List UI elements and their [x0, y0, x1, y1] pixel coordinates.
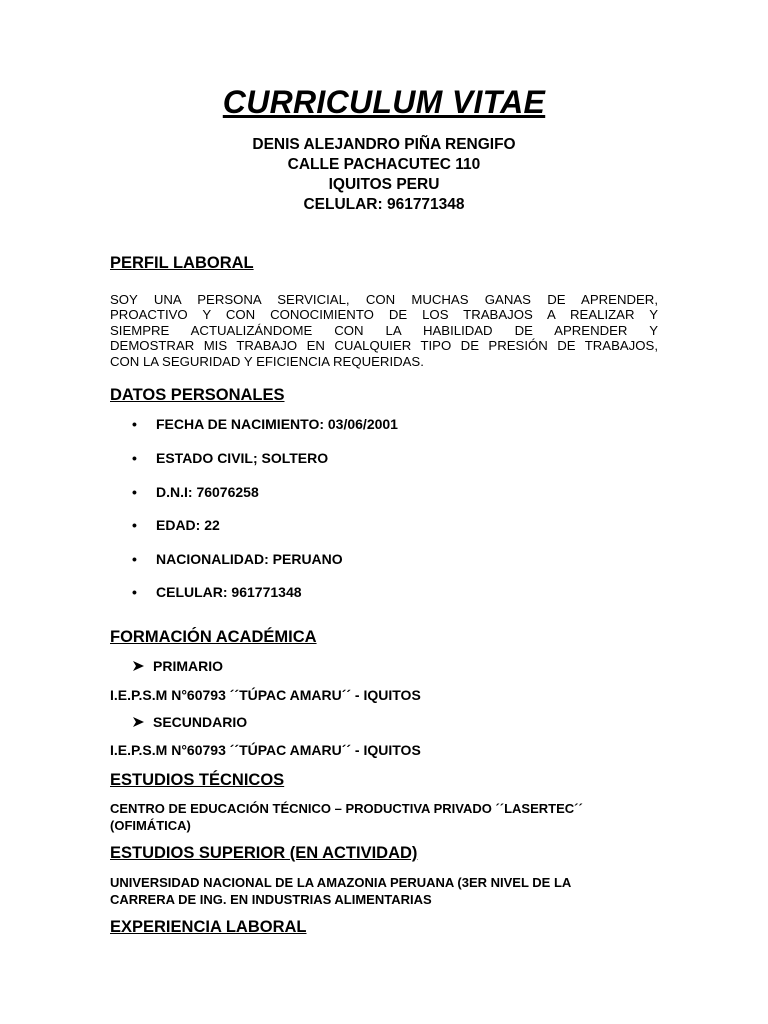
bullet-icon: •	[132, 584, 137, 600]
perfil-line: SOY UNA PERSONA SERVICIAL, CON MUCHAS GANAS DE APRENDER,	[110, 292, 658, 307]
bullet-icon: •	[132, 517, 137, 533]
bullet-icon: •	[132, 450, 137, 466]
bullet-icon: •	[132, 484, 137, 500]
section-heading-experiencia: EXPERIENCIA LABORAL	[110, 918, 307, 936]
datos-item-civil-status: ESTADO CIVIL; SOLTERO	[156, 450, 329, 466]
formacion-secundario-school: I.E.P.S.M N°60793 ´´TÚPAC AMARU´´ - IQUITOS	[110, 742, 421, 758]
document-title: CURRICULUM VITAE	[222, 84, 546, 120]
tecnicos-line: (OFIMÁTICA)	[110, 817, 191, 833]
perfil-line: SIEMPRE ACTUALIZÁNDOME CON LA HABILIDAD DE APRENDER Y	[110, 322, 658, 338]
list-item	[132, 658, 223, 674]
formacion-primario-label: PRIMARIO	[153, 658, 223, 674]
perfil-line: DEMOSTRAR MIS TRABAJO EN CUALQUIER TIPO DE PRESIÓN DE TRABAJOS,	[110, 338, 658, 354]
datos-item-dni: D.N.I: 76076258	[156, 484, 259, 500]
perfil-paragraph	[110, 292, 658, 369]
section-heading-tecnicos: ESTUDIOS TÉCNICOS	[110, 771, 285, 789]
datos-item-birthdate: FECHA DE NACIMIENTO: 03/06/2001	[156, 416, 398, 432]
arrow-bullet-icon	[132, 716, 145, 728]
tecnicos-description	[110, 801, 650, 834]
section-heading-datos: DATOS PERSONALES	[110, 386, 285, 404]
section-heading-superior: ESTUDIOS SUPERIOR (EN ACTIVIDAD)	[110, 844, 418, 862]
perfil-line: CON LA SEGURIDAD Y EFICIENCIA REQUERIDAS.	[110, 353, 424, 369]
arrow-bullet-icon	[132, 660, 145, 672]
section-heading-perfil: PERFIL LABORAL	[110, 254, 254, 272]
datos-item-phone: CELULAR: 961771348	[156, 584, 302, 600]
superior-line: UNIVERSIDAD NACIONAL DE LA AMAZONIA PERUANA (3ER NIVEL DE LA	[110, 875, 572, 890]
bullet-icon: •	[132, 416, 137, 432]
formacion-primario-school: I.E.P.S.M N°60793 ´´TÚPAC AMARU´´ - IQUITOS	[110, 687, 421, 703]
perfil-line: PROACTIVO Y CON CONOCIMIENTO DE LOS TRABAJOS A REALIZAR Y	[110, 307, 658, 323]
superior-description	[110, 875, 650, 908]
applicant-address: CALLE PACHACUTEC 110	[287, 156, 481, 173]
applicant-city: IQUITOS PERU	[328, 176, 440, 193]
list-item	[132, 714, 247, 730]
datos-item-nationality: NACIONALIDAD: PERUANO	[156, 551, 343, 567]
tecnicos-line: CENTRO DE EDUCACIÓN TÉCNICO – PRODUCTIVA PRIVADO ´´LASERTEC´´	[110, 801, 583, 816]
section-heading-formacion: FORMACIÓN ACADÉMICA	[110, 628, 317, 646]
applicant-name: DENIS ALEJANDRO PIÑA RENGIFO	[252, 136, 516, 153]
datos-item-age: EDAD: 22	[156, 517, 220, 533]
bullet-icon: •	[132, 551, 137, 567]
superior-line: CARRERA DE ING. EN INDUSTRIAS ALIMENTARIAS	[110, 891, 432, 907]
formacion-secundario-label: SECUNDARIO	[153, 714, 248, 730]
applicant-phone: CELULAR: 961771348	[303, 196, 465, 213]
